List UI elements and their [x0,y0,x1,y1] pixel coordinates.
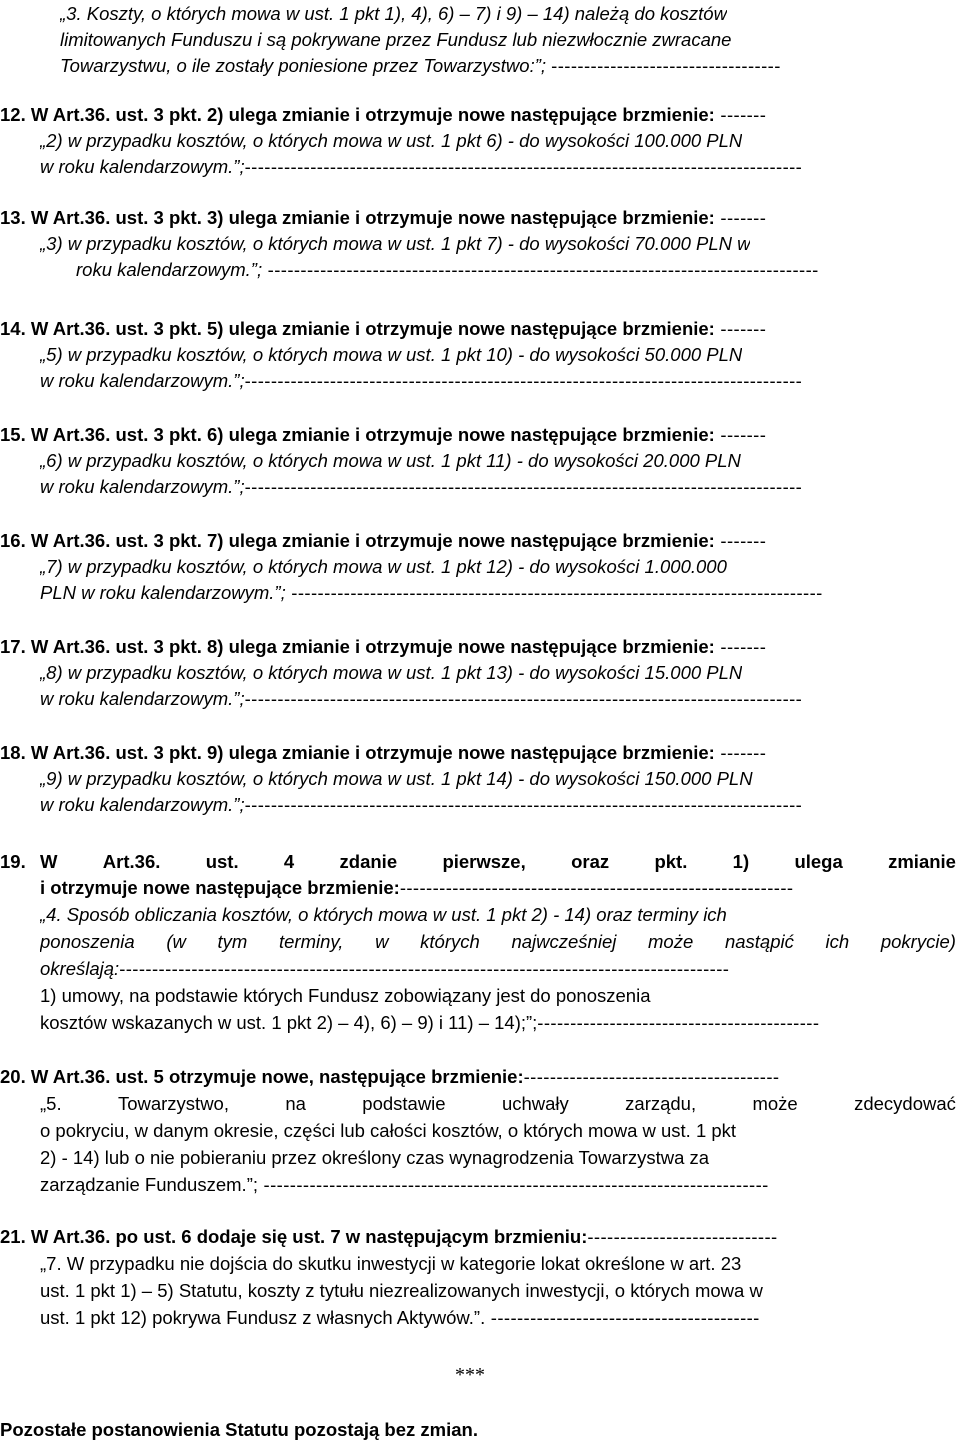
dash-filler: ----------------------------------- [551,55,781,76]
intro-line-1: „3. Koszty, o których mowa w ust. 1 pkt 1), 4), 6) – 7) i 9) – 14) należą do kosztów [60,3,727,24]
section-heading-text: W Art.36. ust. 3 pkt. 7) ulega zmianie i otrzymuje nowe następujące brzmienie: [30,530,715,551]
dash-filler: ----------------------------------------- [485,1307,760,1328]
closing-statement: Pozostałe postanowienia Statutu pozostają bez zmian. [0,1419,478,1440]
word: zmianie [888,851,956,872]
word: najwcześniej [511,931,617,952]
section-number: 13. [0,207,26,228]
section-17-line-2 [40,686,958,712]
section-19-quote-3 [40,956,958,982]
section-19-number: 19. [0,851,26,872]
section-number: 18. [0,742,26,763]
dash-filler: --------------------------------------------------------------------------------- [285,582,823,603]
section-17-heading [0,634,960,660]
section-12-line-1: „2) w przypadku kosztów, o których mowa w ust. 1 pkt 6) - do wysokości 100.000 PLN [40,130,743,151]
section-heading-text: W Art.36. ust. 3 pkt. 6) ulega zmianie i otrzymuje nowe następujące brzmienie: [30,424,715,445]
word: których [420,931,480,952]
section-19-quote-4: 1) umowy, na podstawie których Fundusz zobowiązany jest do ponoszenia [40,985,651,1006]
section-number: 14. [0,318,26,339]
section-15-line-1: „6) w przypadku kosztów, o których mowa w ust. 1 pkt 11) - do wysokości 20.000 PLN [40,450,741,471]
dash-filler: ------- [714,742,767,763]
quote-text: zarządzanie Funduszem.”; [40,1174,258,1195]
section-21-quote-1: „7. W przypadku nie dojścia do skutku inwestycji w kategorie lokat określone w art. 23 [40,1253,742,1274]
word: (w [166,931,186,952]
section-20-quote-3: 2) - 14) lub o nie pobieraniu przez określony czas wynagrodzenia Towarzystwa za [40,1147,710,1168]
dash-filler: ------- [714,104,767,125]
dash-filler: ------------------------------------------------------------ [399,877,794,898]
dash-filler: ------------------------------------------------------------------------------------- [244,476,803,497]
quote-text: w roku kalendarzowym.”; [40,156,245,177]
word: ponoszenia [40,931,135,952]
word: W [40,851,58,872]
section-19-heading [40,849,956,875]
section-13-heading [0,205,960,231]
separator-asterisks: *** [455,1364,485,1386]
word: oraz [571,851,610,872]
section-20-quote-4 [40,1172,958,1198]
word: uchwały [501,1093,569,1114]
quote-text: w roku kalendarzowym.”; [40,688,245,709]
section-19-heading-line-2 [40,875,958,901]
dash-filler: ------- [714,207,767,228]
section-14-line-2 [40,368,958,394]
dash-filler: ------- [714,530,767,551]
section-12-heading [0,102,960,128]
word: ulega [794,851,843,872]
quote-text: w roku kalendarzowym.”; [40,370,245,391]
word: w [375,931,389,952]
section-heading-text: W Art.36. po ust. 6 dodaje się ust. 7 w następującym brzmieniu: [30,1226,588,1247]
dash-filler: --------------------------------------------------------------------------------------------- [119,958,730,979]
word: zarządu, [625,1093,697,1114]
section-20-heading [0,1064,960,1090]
dash-filler: ----------------------------- [587,1226,778,1247]
section-15-line-2 [40,474,958,500]
word: 1) [732,851,750,872]
section-heading-text: W Art.36. ust. 3 pkt. 3) ulega zmianie i otrzymuje nowe następujące brzmienie: [30,207,715,228]
word: podstawie [362,1093,446,1114]
word: na [285,1093,306,1114]
dash-filler: ------------------------------------------------------------------------------------- [244,688,803,709]
word: ust. [205,851,239,872]
section-13-line-2 [76,257,958,283]
section-14-heading [0,316,960,342]
dash-filler: ------- [714,424,767,445]
dash-filler: ------------------------------------------- [537,1012,820,1033]
dash-filler: ----------------------------------------------------------------------------- [258,1174,769,1195]
section-18-line-2 [40,792,958,818]
dash-filler: --------------------------------------- [523,1066,780,1087]
word: 4 [283,851,295,872]
section-21-quote-3 [40,1305,958,1331]
word: może [648,931,694,952]
quote-text: roku kalendarzowym.”; [76,259,263,280]
section-heading-text: W Art.36. ust. 3 pkt. 8) ulega zmianie i otrzymuje nowe następujące brzmienie: [30,636,715,657]
word: ich [825,931,850,952]
section-21-quote-2: ust. 1 pkt 1) – 5) Statutu, koszty z tytułu niezrealizowanych inwestycji, o których mowa w [40,1280,763,1301]
word: może [752,1093,798,1114]
section-heading-text: W Art.36. ust. 3 pkt. 9) ulega zmianie i otrzymuje nowe następujące brzmienie: [30,742,715,763]
section-heading-text: W Art.36. ust. 3 pkt. 5) ulega zmianie i otrzymuje nowe następujące brzmienie: [30,318,715,339]
section-heading-text: i otrzymuje nowe następujące brzmienie: [40,877,400,898]
intro-line-3 [60,53,960,79]
word: nastąpić [724,931,794,952]
quote-text: PLN w roku kalendarzowym.”; [40,582,286,603]
word: tym [217,931,248,952]
section-16-line-2 [40,580,958,606]
section-19-quote-1: „4. Sposób obliczania kosztów, o których mowa w ust. 1 pkt 2) - 14) oraz terminy ich [40,904,727,925]
word: Towarzystwo, [117,1093,229,1114]
word: terminy, [279,931,344,952]
section-19-quote-2 [40,929,956,955]
quote-text: kosztów wskazanych w ust. 1 pkt 2) – 4), 6) – 9) i 11) – 14);”; [40,1012,538,1033]
section-16-heading [0,528,960,554]
section-18-line-1: „9) w przypadku kosztów, o których mowa w ust. 1 pkt 14) - do wysokości 150.000 PLN [40,768,753,789]
word: pokrycie) [880,931,956,952]
section-20-quote-2: o pokryciu, w danym okresie, części lub całości kosztów, o których mowa w ust. 1 pkt [40,1120,737,1141]
section-20-quote-1 [40,1091,956,1117]
section-15-heading [0,422,960,448]
quote-text: w roku kalendarzowym.”; [40,476,245,497]
section-number: 20. [0,1066,26,1087]
section-14-line-1: „5) w przypadku kosztów, o których mowa w ust. 1 pkt 10) - do wysokości 50.000 PLN [40,344,743,365]
dash-filler: ------- [714,318,767,339]
section-21-heading [0,1224,960,1250]
dash-filler: ------------------------------------------------------------------------------------ [262,259,819,280]
section-number: 21. [0,1226,26,1247]
section-16-line-1: „7) w przypadku kosztów, o których mowa w ust. 1 pkt 12) - do wysokości 1.000.000 [40,556,727,577]
section-number: 15. [0,424,26,445]
dash-filler: ------------------------------------------------------------------------------------- [244,156,803,177]
dash-filler: ------------------------------------------------------------------------------------- [244,370,803,391]
section-number: 16. [0,530,26,551]
section-18-heading [0,740,960,766]
word: zdanie [339,851,398,872]
intro-line-2: limitowanych Funduszu i są pokrywane przez Fundusz lub niezwłocznie zwracane [60,29,732,50]
section-heading-text: W Art.36. ust. 3 pkt. 2) ulega zmianie i otrzymuje nowe następujące brzmienie: [30,104,715,125]
word: zdecydować [854,1093,956,1114]
quote-text: określają: [40,958,120,979]
quote-text: w roku kalendarzowym.”; [40,794,245,815]
word: pkt. [654,851,688,872]
dash-filler: ------------------------------------------------------------------------------------- [244,794,803,815]
section-13-line-1: „3) w przypadku kosztów, o których mowa w ust. 1 pkt 7) - do wysokości 70.000 PLN w [40,233,751,254]
word: „5. [40,1093,62,1114]
intro-line-3-text: Towarzystwu, o ile zostały poniesione przez Towarzystwo:”; [60,55,552,76]
section-17-line-1: „8) w przypadku kosztów, o których mowa w ust. 1 pkt 13) - do wysokości 15.000 PLN [40,662,743,683]
section-heading-text: W Art.36. ust. 5 otrzymuje nowe, następujące brzmienie: [30,1066,524,1087]
section-number: 12. [0,104,26,125]
quote-text: ust. 1 pkt 12) pokrywa Fundusz z własnych Aktywów.”. [40,1307,486,1328]
word: Art.36. [102,851,161,872]
section-12-line-2 [40,154,958,180]
section-19-quote-5 [40,1010,958,1036]
word: pierwsze, [442,851,526,872]
dash-filler: ------- [714,636,767,657]
section-number: 17. [0,636,26,657]
